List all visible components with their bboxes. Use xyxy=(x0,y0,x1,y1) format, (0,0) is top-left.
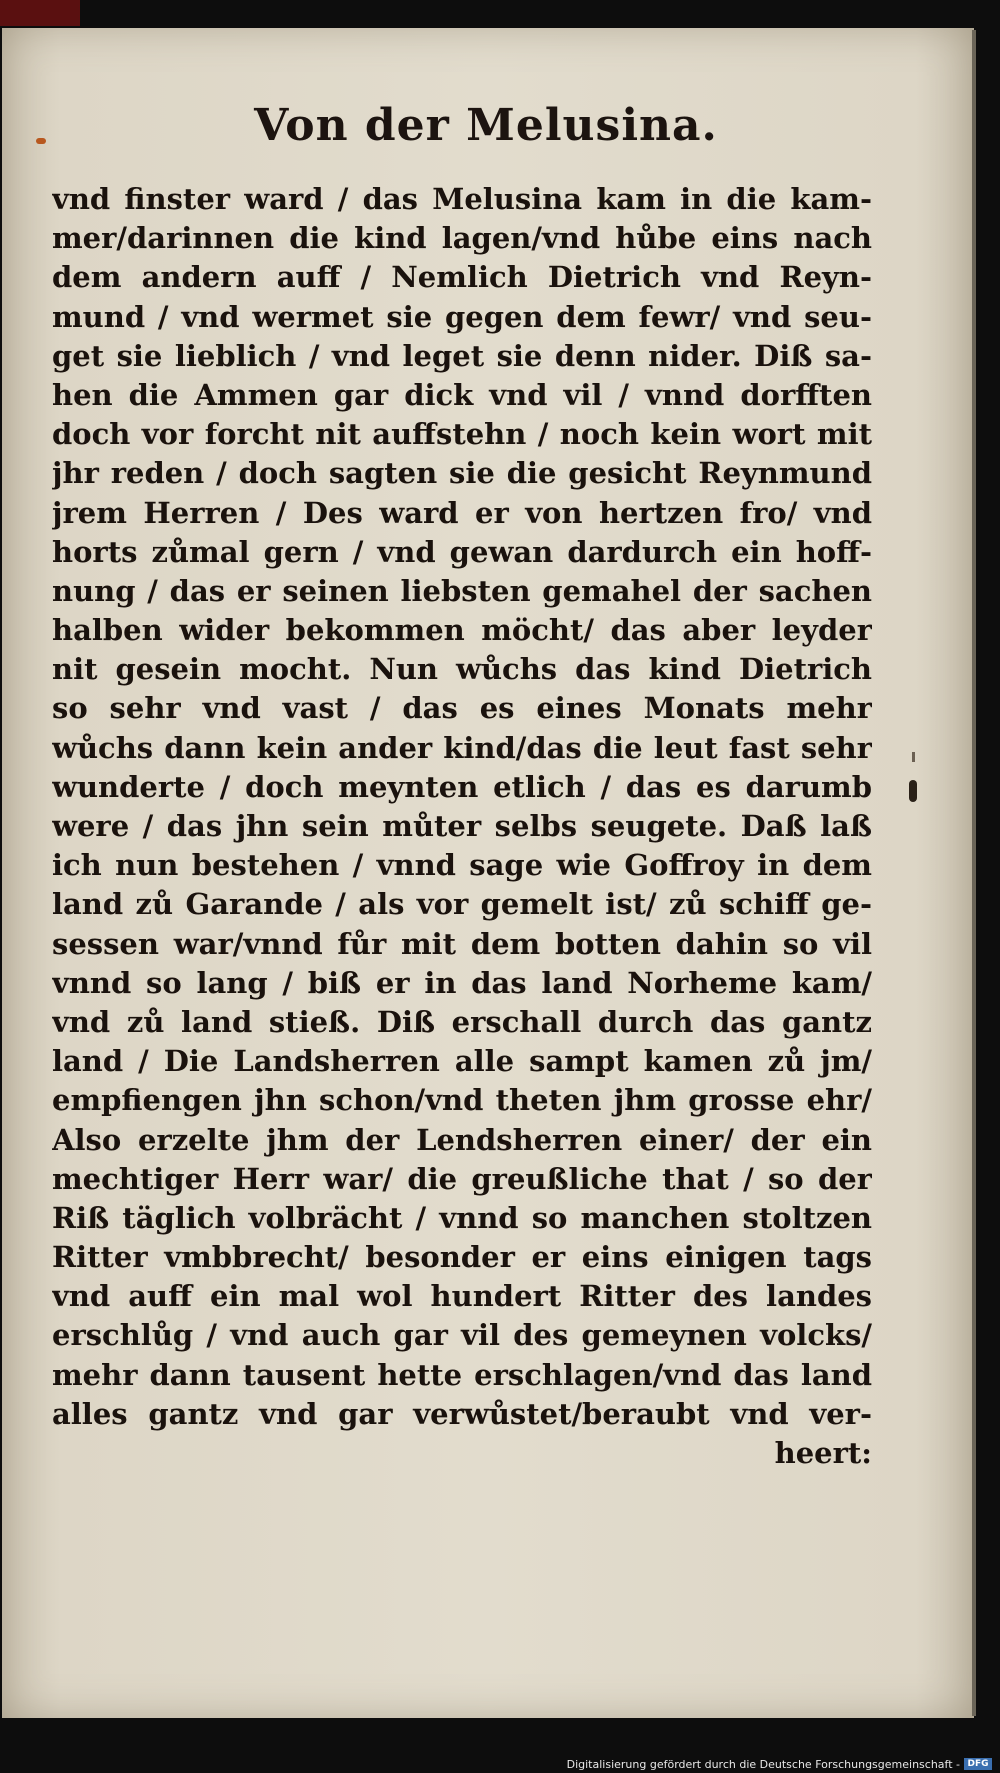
text-line: land zů Garande / als vor gemelt ist/ zů schiff ge- xyxy=(52,887,872,922)
text-line: mechtiger Herr war/ die greußliche that / so der xyxy=(52,1161,872,1196)
text-line: land / Die Landsherren alle sampt kamen zů jm/ xyxy=(52,1044,872,1079)
text-line: so sehr vnd vast / das es eines Monats mehr xyxy=(52,691,872,726)
text-line: halben wider bekommen möcht/ das aber leyder xyxy=(52,613,872,648)
text-line: hen die Ammen gar dick vnd vil / vnnd dorfften xyxy=(52,377,872,412)
text-line: nit gesein mocht. Nun wůchs das kind Dietrich xyxy=(52,652,872,687)
page-edge xyxy=(972,30,976,1716)
text-line: get sie lieblich / vnd leget sie denn nider. Diß sa- xyxy=(52,338,872,373)
text-line: vnd auff ein mal wol hundert Ritter des landes xyxy=(52,1279,872,1314)
color-reference-strip xyxy=(0,0,80,26)
text-line: vnd zů land stieß. Diß erschall durch das gantz xyxy=(52,1004,872,1039)
text-line: mehr dann tausent hette erschlagen/vnd das land xyxy=(52,1357,872,1392)
text-line: Riß täglich volbrächt / vnnd so manchen stoltzen xyxy=(52,1200,872,1235)
text-line: dem andern auff / Nemlich Dietrich vnd Reyn- xyxy=(52,260,872,295)
text-line: were / das jhn sein můter selbs seugete. Daß laß xyxy=(52,809,872,843)
text-line: vnnd so lang / biß er in das land Norheme kam/ xyxy=(52,965,872,1000)
text-line: sessen war/vnnd fůr mit dem botten dahin so vil xyxy=(52,926,872,961)
text-line: wunderte / doch meynten etlich / das es darumb xyxy=(52,769,872,804)
text-line: horts zůmal gern / vnd gewan dardurch ein hoff- xyxy=(52,534,872,569)
digitization-credit: Digitalisierung gefördert durch die Deutsche Forschungsgemeinschaft - xyxy=(566,1758,960,1771)
text-line: Also erzelte jhm der Lendsherren einer/ der ein xyxy=(52,1122,872,1157)
text-line: nung / das er seinen liebsten gemahel der sachen xyxy=(52,573,872,608)
margin-ink-blot xyxy=(909,780,917,802)
text-line: Ritter vmbbrecht/ besonder er eins einigen tags xyxy=(52,1240,872,1275)
text-line: doch vor forcht nit auffstehn / noch kein wort mit xyxy=(52,417,872,452)
text-line: erschlůg / vnd auch gar vil des gemeynen volcks/ xyxy=(52,1318,872,1353)
text-line: jrem Herren / Des ward er von hertzen fro/ vnd xyxy=(52,495,872,530)
text-block xyxy=(52,180,872,1473)
catchword-line: heert: xyxy=(774,1436,872,1470)
text-line: vnd finster ward / das Melusina kam in die kam- xyxy=(52,182,872,216)
text-line: mund / vnd wermet sie gegen dem fewr/ vnd seu- xyxy=(52,299,872,334)
margin-ink-dot xyxy=(912,752,915,762)
dfg-logo: DFG xyxy=(964,1758,992,1770)
text-line: mer/darinnen die kind lagen/vnd hůbe eins nach xyxy=(52,221,872,256)
running-head: Von der Melusina. xyxy=(254,100,718,151)
text-line: ich nun bestehen / vnnd sage wie Goffroy in dem xyxy=(52,848,872,883)
text-line: empfiengen jhn schon/vnd theten jhm grosse ehr/ xyxy=(52,1083,872,1118)
text-line: wůchs dann kein ander kind/das die leut fast sehr xyxy=(52,730,872,765)
text-line: alles gantz vnd gar verwůstet/beraubt vnd ver- xyxy=(52,1396,872,1431)
text-line: jhr reden / doch sagten sie die gesicht Reynmund xyxy=(52,456,872,491)
